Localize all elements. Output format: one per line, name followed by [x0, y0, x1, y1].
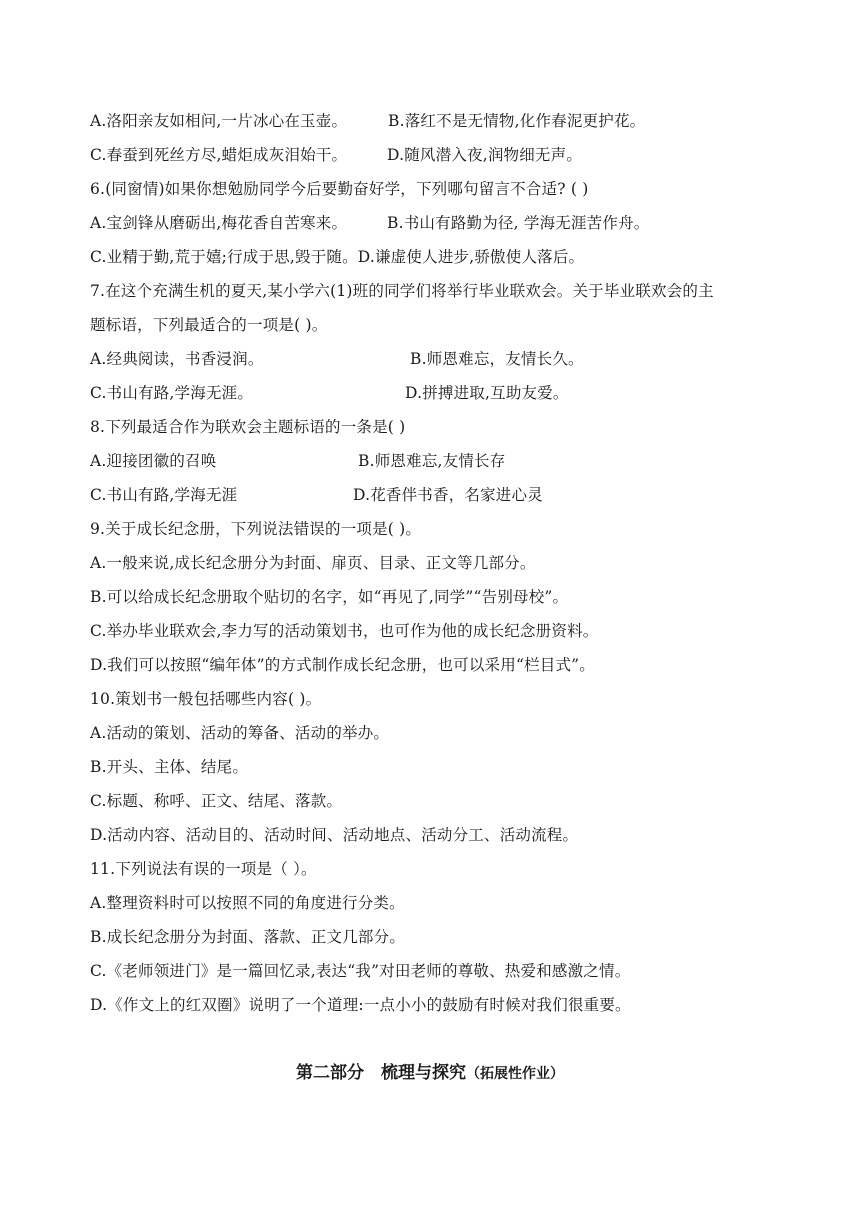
q9-option-b: B.可以给成长纪念册取个贴切的名字，如“再见了,同学”“告别母校”。 [90, 588, 569, 606]
q6-option-a: A.宝剑锋从磨砺出,梅花香自苦寒来。 [90, 214, 348, 232]
q9-option-c: C.举办毕业联欢会,李力写的活动策划书，也可作为他的成长纪念册资料。 [90, 622, 599, 640]
q7-stem-line1: 7.在这个充满生机的夏天,某小学六(1)班的同学们将举行毕业联欢会。关于毕业联欢会的主 [90, 282, 714, 300]
q6-option-b: B.书山有路勤为径, 学海无涯苦作舟。 [387, 214, 650, 232]
q7-option-b: B.师恩难忘，友情长久。 [410, 350, 584, 368]
q11-option-b: B.成长纪念册分为封面、落款、正文几部分。 [90, 928, 406, 946]
q5-options-ab [90, 111, 790, 131]
q11-stem: 11.下列说法有误的一项是（ ）。 [90, 860, 317, 878]
q9-stem: 9.关于成长纪念册，下列说法错误的一项是( )。 [90, 520, 422, 538]
q7-options-ab [90, 349, 790, 369]
q5-options-cd [90, 145, 790, 165]
q6-options-cd: C.业精于勤,荒于嬉;行成于思,毁于随。D.谦虚使人进步,骄傲使人落后。 [90, 248, 585, 266]
q8-option-b: B.师恩难忘,友情长存 [358, 452, 506, 470]
q8-options-ab [90, 451, 790, 471]
q9-option-d: D.我们可以按照“编年体”的方式制作成长纪念册，也可以采用“栏目式”。 [90, 656, 596, 674]
q7-stem-line2: 题标语，下列最适合的一项是( )。 [90, 316, 328, 334]
q11-option-a: A.整理资料时可以按照不同的角度进行分类。 [90, 894, 405, 912]
q7-options-cd [90, 383, 790, 403]
q8-option-d: D.花香伴书香，名家进心灵 [353, 486, 543, 504]
q7-option-c: C.书山有路,学海无涯。 [90, 384, 254, 402]
q8-option-c: C.书山有路,学海无涯 [90, 486, 238, 504]
q11-option-d: D.《作文上的红双圈》说明了一个道理:一点小小的鼓励有时候对我们很重要。 [90, 996, 631, 1014]
q8-stem: 8.下列最适合作为联欢会主题标语的一条是( ) [90, 418, 406, 436]
q7-option-d: D.拼搏进取,互助友爱。 [405, 384, 569, 402]
q10-option-d: D.活动内容、活动目的、活动时间、活动地点、活动分工、活动流程。 [90, 826, 579, 844]
section-title: 第二部分 梳理与探究 [296, 1063, 466, 1083]
q11-option-c: C.《老师领进门》是一篇回忆录,表达“我”对田老师的尊敬、热爱和感激之情。 [90, 962, 631, 980]
q9-option-a: A.一般来说,成长纪念册分为封面、扉页、目录、正文等几部分。 [90, 554, 536, 572]
q5-option-b: B.落红不是无情物,化作春泥更护花。 [388, 112, 646, 130]
q5-option-c: C.春蚕到死丝方尽,蜡炬成灰泪始干。 [90, 146, 348, 164]
q6-stem: 6.(同窗情)如果你想勉励同学今后要勤奋好学，下列哪句留言不合适? ( ) [90, 180, 589, 198]
q5-option-a: A.洛阳亲友如相问,一片冰心在玉壶。 [90, 112, 348, 130]
q6-options-ab [90, 213, 790, 233]
section-subtitle: （拓展性作业） [466, 1066, 564, 1082]
q8-options-cd [90, 485, 790, 505]
q5-option-d: D.随风潜入夜,润物细无声。 [387, 146, 583, 164]
q10-option-a: A.活动的策划、活动的筹备、活动的举办。 [90, 724, 390, 742]
q7-option-a: A.经典阅读，书香浸润。 [90, 350, 264, 368]
q10-stem: 10.策划书一般包括哪些内容( )。 [90, 690, 322, 708]
q8-option-a: A.迎接团徽的召唤 [90, 452, 217, 470]
q10-option-c: C.标题、称呼、正文、结尾、落款。 [90, 792, 343, 810]
q10-option-b: B.开头、主体、结尾。 [90, 758, 249, 776]
section-heading [0, 1062, 860, 1085]
